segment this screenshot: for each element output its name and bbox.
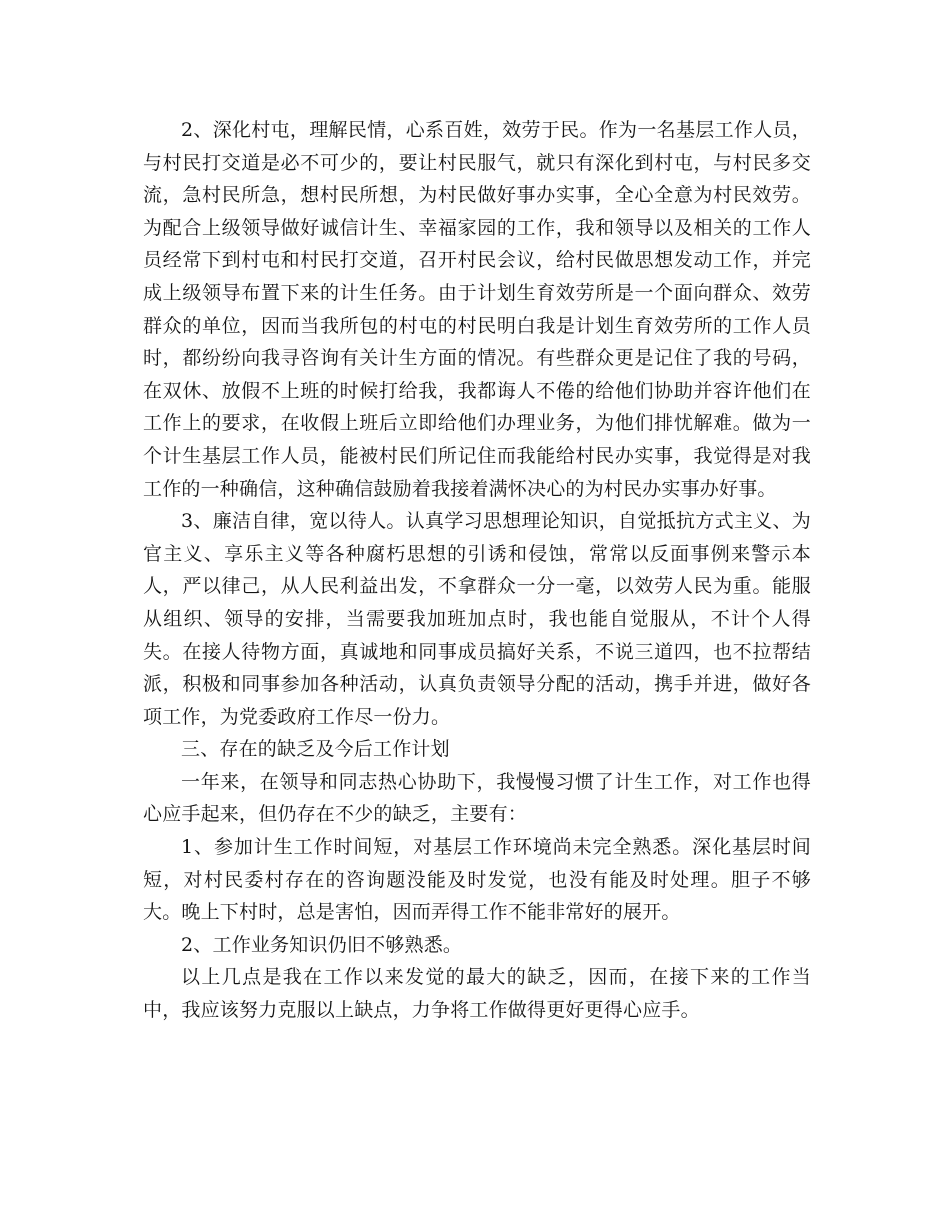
paragraph-village-work: 2、深化村屯，理解民情，心系百姓，效劳于民。作为一名基层工作人员，与村民打交道是必不可少的，要让村民服气，就只有深化到村屯，与村民多交流，急村民所急，想村民所想，为村民做好事办实事，全心全意为村民效劳。为配合上级领导做好诚信计生、幸福家园的工作，我和领导以及相关的工作人员经常下到村屯和村民打交道，召开村民会议，给村民做思想发动工作，并完成上级领导布置下来的计生任务。由于计划生育效劳所是一个面向群众、效劳群众的单位，因而当我所包的村屯的村民明白我是计划生育效劳所的工作人员时，都纷纷向我寻咨询有关计生方面的情况。有些群众更是记住了我的号码，在双休、放假不上班的时候打给我，我都诲人不倦的给他们协助并容许他们在工作上的要求，在收假上班后立即给他们办理业务，为他们排忧解难。做为一个计生基层工作人员，能被村民们所记住而我能给村民办实事，我觉得是对我工作的一种确信，这种确信鼓励着我接着满怀决心的为村民办实事办好事。 [143,119,811,500]
paragraph-conclusion: 以上几点是我在工作以来发觉的最大的缺乏，因而，在接下来的工作当中，我应该努力克服以上缺点，力争将工作做得更好更得心应手。 [143,966,811,1022]
paragraph-shortcoming-1: 1、参加计生工作时间短，对基层工作环境尚未完全熟悉。深化基层时间短，对村民委村存在的咨询题没能及时发觉，也没有能及时处理。胆子不够大。晚上下村时，总是害怕，因而弄得工作不能非常好的展开。 [143,836,811,924]
paragraph-shortcoming-2: 2、工作业务知识仍旧不够熟悉。 [181,933,463,956]
paragraph-integrity: 3、廉洁自律，宽以待人。认真学习思想理论知识，自觉抵抗方式主义、为官主义、享乐主义等各种腐朽思想的引诱和侵蚀，常常以反面事例来警示本人，严以律己，从人民利益出发，不拿群众一分一毫，以效劳人民为重。能服从组织、领导的安排，当需要我加班加点时，我也能自觉服从，不计个人得失。在接人待物方面，真诚地和同事成员搞好关系，不说三道四，也不拉帮结派，积极和同事参加各种活动，认真负责领导分配的活动，携手并进，做好各项工作，为党委政府工作尽一份力。 [143,510,811,728]
paragraph-year-summary: 一年来，在领导和同志热心协助下，我慢慢习惯了计生工作，对工作也得心应手起来，但仍存在不少的缺乏，主要有： [143,770,811,826]
section-heading-shortcomings: 三、存在的缺乏及今后工作计划 [181,738,450,761]
document-body [143,114,811,1027]
